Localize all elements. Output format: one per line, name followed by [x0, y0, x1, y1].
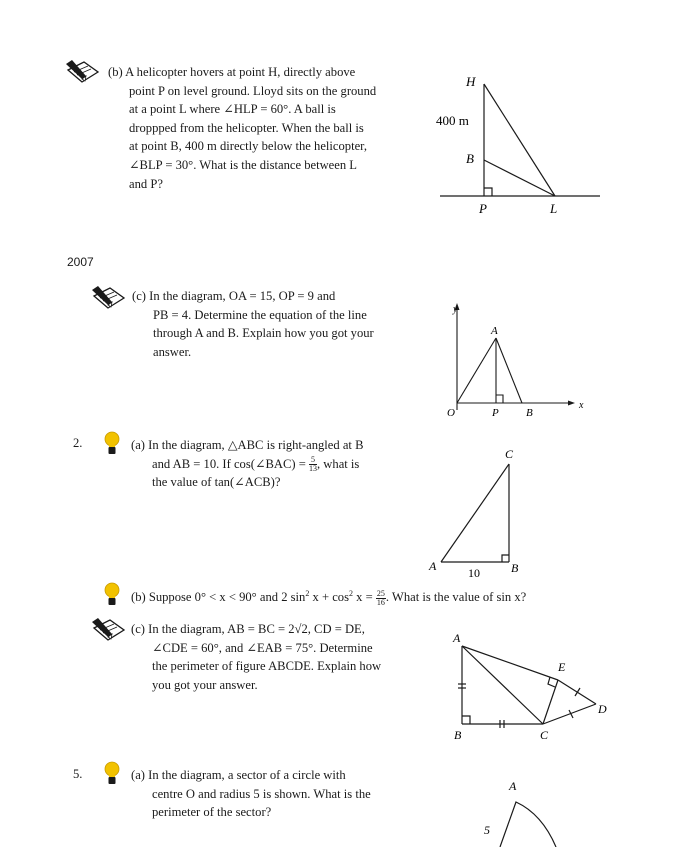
text-line: centre O and radius 5 is shown. What is the [152, 786, 371, 801]
label-400m: 400 m [436, 113, 469, 128]
problem-b-helicopter-text [108, 63, 376, 193]
fraction-denominator: 13 [309, 464, 317, 474]
label-B: B [466, 151, 474, 166]
sector-diagram [478, 774, 578, 847]
text-segment: x + cos [309, 590, 349, 604]
label-P: P [492, 407, 499, 419]
text-line: PB = 4. Determine the equation of the line [153, 307, 367, 322]
question-2b-text [131, 588, 526, 607]
text-line: droppped from the helicopter. When the ball is [129, 120, 364, 135]
pencil-paper-icon [88, 282, 128, 312]
superscript: 2 [305, 588, 310, 598]
text-line: perimeter of the sector? [152, 805, 272, 820]
fraction-numerator: 5 [311, 455, 315, 465]
text-line: answer. [153, 344, 192, 359]
label-P: P [479, 201, 487, 216]
text-line [131, 588, 526, 607]
text-segment: , what is [317, 456, 360, 471]
text-segment: and AB = 10. If cos(∠BAC) = [152, 456, 306, 471]
text-line: (b) A helicopter hovers at point H, directly above [108, 65, 356, 79]
text-line: ∠BLP = 30°. What is the distance between L [129, 157, 357, 172]
label-C: C [540, 728, 549, 742]
text-line: ∠CDE = 60°, and ∠EAB = 75°. Determine [152, 640, 373, 655]
label-H: H [466, 74, 476, 89]
text-line: the perimeter of figure ABCDE. Explain how [152, 659, 382, 674]
label-A: A [509, 779, 517, 793]
label-D: D [598, 702, 607, 716]
label-B: B [526, 407, 533, 419]
pencil-paper-icon [62, 56, 102, 86]
label-x: x [579, 400, 584, 411]
label-E: E [558, 660, 566, 674]
text-line: at point B, 400 m directly below the helicopter, [129, 139, 368, 154]
label-A: A [453, 631, 461, 645]
label-B: B [454, 728, 462, 742]
lightbulb-icon [103, 761, 121, 787]
text-line [131, 455, 363, 474]
label-B: B [511, 561, 519, 575]
helicopter-diagram [430, 66, 610, 218]
fraction [376, 590, 386, 607]
label-radius-5: 5 [484, 823, 490, 837]
text-line: the value of tan(∠ACB)? [152, 475, 281, 490]
text-segment: x = [353, 590, 373, 604]
label-A: A [429, 559, 437, 573]
text-line: point P on level ground. Lloyd sits on the ground [129, 83, 377, 98]
label-A: A [491, 325, 498, 337]
text-line: (c) In the diagram, AB = BC = 2√2, CD = DE, [131, 622, 365, 636]
fraction-denominator: 16 [376, 597, 385, 607]
text-segment: (b) Suppose 0° < x < 90° and 2 sin [131, 590, 306, 604]
text-line: you got your answer. [152, 677, 258, 692]
superscript: 2 [349, 588, 353, 598]
label-C: C [505, 447, 514, 461]
question-number: 5. [73, 767, 83, 781]
text-segment: . What is the value of sin x? [385, 590, 527, 604]
question-number: 2. [73, 436, 83, 450]
fraction [309, 456, 317, 473]
pencil-paper-icon [88, 614, 128, 644]
text-line: and P? [129, 176, 163, 191]
text-line: (a) In the diagram, a sector of a circle with [131, 768, 346, 782]
year-heading: 2007 [67, 255, 94, 269]
text-line: (a) In the diagram, △ABC is right-angled at B [131, 438, 364, 452]
lightbulb-icon [103, 582, 121, 608]
fraction-numerator: 25 [376, 588, 385, 598]
label-10: 10 [468, 566, 480, 580]
text-line: at a point L where ∠HLP = 60°. A ball is [129, 102, 336, 117]
question-2c-text [131, 620, 381, 694]
problem-c-oab-text [132, 287, 374, 361]
question-5a-text [131, 766, 371, 822]
label-O: O [447, 407, 455, 419]
label-y: y [453, 304, 458, 315]
question-2a-text [131, 436, 363, 492]
oab-diagram [440, 298, 590, 423]
text-line: through A and B. Explain how you got your [153, 326, 374, 341]
triangle-abc-diagram [425, 444, 535, 582]
text-line: (c) In the diagram, OA = 15, OP = 9 and [132, 289, 336, 303]
lightbulb-icon [103, 431, 121, 457]
label-L: L [550, 201, 558, 216]
